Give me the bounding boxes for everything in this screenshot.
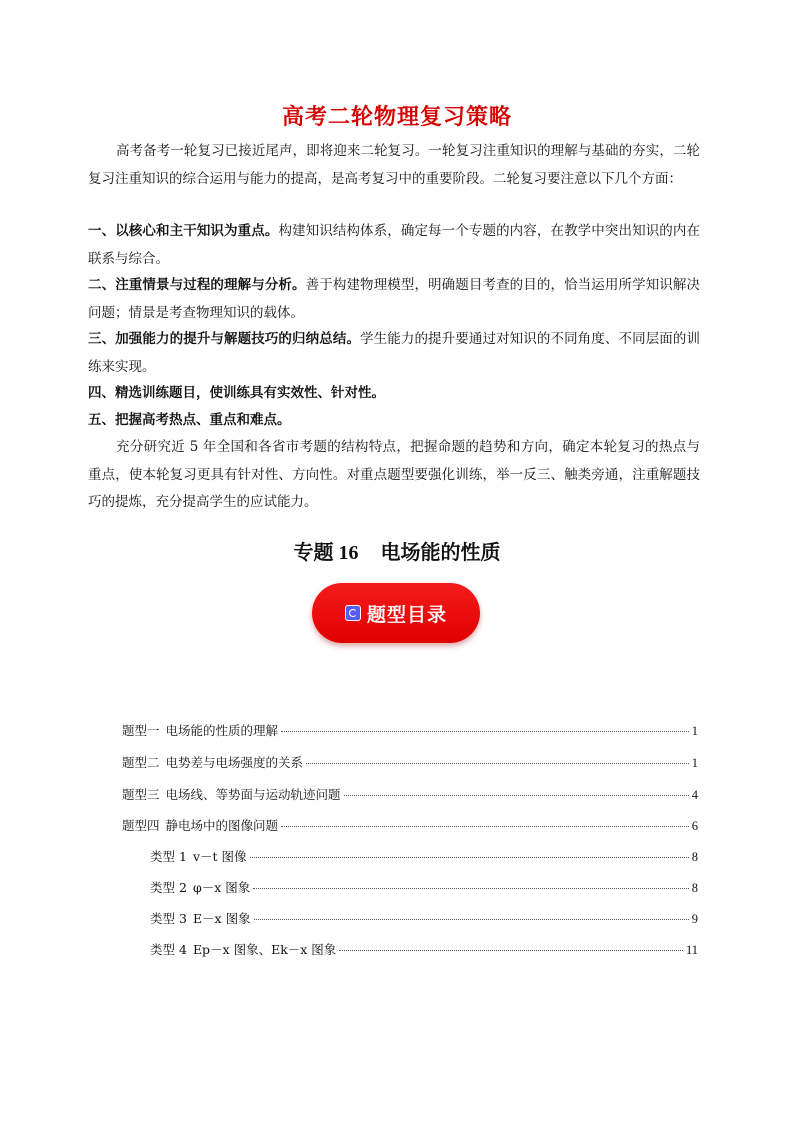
toc-badge-label: 题型目录	[366, 603, 447, 626]
point-4	[88, 380, 700, 408]
toc-entry-prefix: 题型三	[122, 787, 160, 802]
toc-entry-page: 1	[691, 724, 698, 738]
toc-leader-dots	[253, 888, 689, 889]
point-2	[88, 272, 700, 327]
toc-subentry-page: 8	[691, 881, 698, 895]
toc-entry-page: 1	[691, 756, 698, 770]
toc-icon	[345, 605, 361, 621]
toc-entry-page: 6	[691, 819, 698, 833]
point-3	[88, 326, 700, 381]
point-4-heading: 四、精选训练题目，使训练具有实效性、针对性。	[88, 385, 385, 401]
topic-name: 电场能的性质	[380, 540, 501, 564]
page-title: 高考二轮物理复习策略	[281, 105, 512, 130]
toc-subentry-prefix: 类型 1	[150, 849, 187, 864]
toc-subentry[interactable]	[150, 878, 698, 898]
toc-leader-dots	[281, 826, 689, 827]
toc-subentry-label: φ－x 图象	[192, 880, 251, 895]
toc-entry-page: 4	[691, 788, 698, 802]
toc-subentry-page: 9	[691, 912, 698, 926]
toc-leader-dots	[344, 795, 689, 796]
topic-number: 专题 16	[293, 542, 359, 564]
point-5-heading: 五、把握高考热点、重点和难点。	[88, 412, 291, 428]
conclusion-paragraph: 充分研究近 5 年全国和各省市考题的结构特点，把握命题的趋势和方向，确定本轮复习的热点与重点，使本轮复习更具有针对性、方向性。对重点题型要强化训练，举一反三、触类旁通，注重解题技巧的提炼，充分提高学生的应试能力。	[88, 439, 700, 510]
toc-subentry-label: E－x 图象	[192, 911, 251, 926]
toc-entry[interactable]	[122, 721, 698, 741]
toc-badge	[312, 583, 480, 643]
toc-entry-prefix: 题型四	[122, 818, 160, 833]
point-3-heading: 三、加强能力的提升与解题技巧的归纳总结。	[88, 331, 361, 347]
toc-entry[interactable]	[122, 816, 698, 836]
intro-paragraph: 高考备考一轮复习已接近尾声，即将迎来二轮复习。一轮复习注重知识的理解与基础的夯实，二轮复习注重知识的综合运用与能力的提高，是高考复习中的重要阶段。二轮复习要注意以下几个方面：	[88, 143, 700, 187]
toc-subentry[interactable]	[150, 940, 698, 960]
toc-leader-dots	[306, 763, 689, 764]
point-2-text: 善于构建物理模型，明确题目考查的目的，恰当运用所学知识解决问题；情景是考查物理知识的载体。	[88, 277, 701, 321]
topic-title	[0, 536, 794, 565]
point-1-text: 构建知识结构体系，确定每一个专题的内容，在教学中突出知识的内在联系与综合。	[88, 223, 701, 267]
toc-leader-dots	[250, 857, 689, 858]
toc-entry-label: 静电场中的图像问题	[165, 818, 279, 833]
toc-leader-dots	[281, 731, 689, 732]
toc-subentry-prefix: 类型 2	[150, 880, 187, 895]
point-5	[88, 407, 700, 435]
toc-subentry[interactable]	[150, 847, 698, 867]
point-3-text: 学生能力的提升要通过对知识的不同角度、不同层面的训练来实现。	[88, 331, 701, 375]
toc-subentry-label: Ep－x 图象、Ek－x 图象	[192, 942, 337, 957]
toc-subentry-prefix: 类型 4	[150, 942, 187, 957]
toc-subentry-page: 8	[691, 850, 698, 864]
toc-entry-label: 电势差与电场强度的关系	[165, 755, 304, 770]
toc-entry-label: 电场能的性质的理解	[165, 723, 279, 738]
toc-entry[interactable]	[122, 753, 698, 773]
toc-entry-label: 电场线、等势面与运动轨迹问题	[165, 787, 341, 802]
toc-leader-dots	[339, 950, 683, 951]
toc-subentry[interactable]	[150, 909, 698, 929]
toc-subentry-label: v－t 图像	[192, 849, 247, 864]
toc-entry-prefix: 题型二	[122, 755, 160, 770]
toc-entry[interactable]	[122, 785, 698, 805]
toc-entry-prefix: 题型一	[122, 723, 160, 738]
toc-subentry-prefix: 类型 3	[150, 911, 187, 926]
point-1	[88, 218, 700, 273]
point-2-heading: 二、注重情景与过程的理解与分析。	[88, 277, 306, 293]
point-1-heading: 一、以核心和主干知识为重点。	[88, 223, 279, 239]
toc-subentry-page: 11	[685, 943, 698, 957]
toc-leader-dots	[254, 919, 689, 920]
